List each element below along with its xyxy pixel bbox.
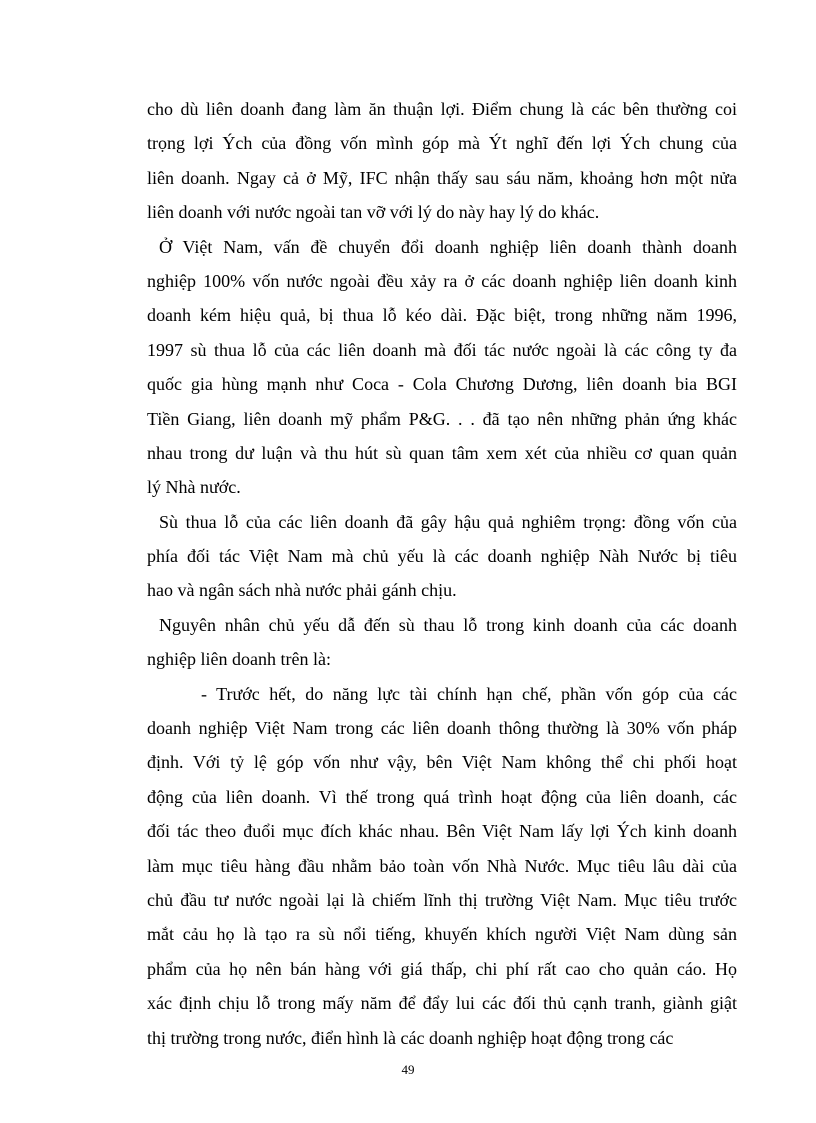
- text-line: hao và ngân sách nhà nước phải gánh chịu.: [147, 580, 457, 601]
- text-line: Ở Việt Nam, vấn đề chuyển đổi doanh nghiệp liên doanh thành doanh: [159, 236, 737, 257]
- text-line: Nguyên nhân chủ yếu dẫ đến sù thau lỗ trong kinh doanh của các doanh: [159, 614, 737, 635]
- page-number: 49: [401, 1062, 415, 1077]
- text-line: định. Với tỷ lệ góp vốn như vậy, bên Việt Nam không thể chi phối hoạt: [147, 752, 737, 773]
- text-line: thị trường trong nước, điển hình là các doanh nghiệp hoạt động trong các: [147, 1027, 674, 1048]
- text-line: nhau trong dư luận và thu hút sù quan tâm xem xét của nhiều cơ quan quản: [147, 442, 737, 463]
- text-line: trọng lợi Ých của đồng vốn mình góp mà Ýt nghĩ đến lợi Ých chung của: [147, 133, 737, 154]
- body-text: [147, 92, 737, 1055]
- text-line: doanh nghiệp Việt Nam trong các liên doanh thông thường là 30% vốn pháp: [147, 718, 737, 739]
- text-line: lý Nhà nước.: [147, 477, 241, 498]
- text-line: xác định chịu lỗ trong mấy năm để đẩy lui các đối thủ cạnh tranh, giành giật: [147, 993, 737, 1014]
- text-line: liên doanh với nước ngoài tan vỡ với lý do này hay lý do khác.: [147, 202, 600, 223]
- text-line: quốc gia hùng mạnh như Coca - Cola Chương Dương, liên doanh bia BGI: [147, 374, 737, 395]
- text-line: liên doanh. Ngay cả ở Mỹ, IFC nhận thấy sau sáu năm, khoảng hơn một nửa: [147, 167, 737, 188]
- text-line: nghiệp 100% vốn nước ngoài đều xảy ra ở các doanh nghiệp liên doanh kinh: [147, 270, 737, 291]
- text-line: động của liên doanh. Vì thế trong quá trình hoạt động của liên doanh, các: [147, 786, 737, 807]
- text-line: phía đối tác Việt Nam mà chủ yếu là các doanh nghiệp Nàh Nước bị tiêu: [147, 546, 737, 567]
- text-line: 1997 sù thua lỗ của các liên doanh mà đối tác nước ngoài là các công ty đa: [147, 339, 737, 360]
- text-line: cho dù liên doanh đang làm ăn thuận lợi. Điểm chung là các bên thường coi: [147, 99, 737, 119]
- text-line: mắt cảu họ là tạo ra sù nổi tiếng, khuyến khích người Việt Nam dùng sản: [147, 924, 737, 945]
- text-line: làm mục tiêu hàng đầu nhằm bảo toàn vốn Nhà Nước. Mục tiêu lâu dài của: [147, 855, 737, 876]
- text-line: Sù thua lỗ của các liên doanh đã gây hậu quả nghiêm trọng: đồng vốn của: [159, 511, 737, 532]
- text-line: phẩm của họ nên bán hàng với giá thấp, chi phí rất cao cho quản cáo. Họ: [147, 958, 737, 979]
- text-line: - Trước hết, do năng lực tài chính hạn chế, phần vốn góp của các: [201, 683, 737, 704]
- text-line: doanh kém hiệu quả, bị thua lỗ kéo dài. Đặc biệt, trong những năm 1996,: [147, 305, 737, 326]
- text-line: Tiền Giang, liên doanh mỹ phẩm P&G. . . đã tạo nên những phản ứng khác: [147, 408, 737, 429]
- text-line: nghiệp liên doanh trên là:: [147, 649, 331, 670]
- text-line: đối tác theo đuổi mục đích khác nhau. Bên Việt Nam lấy lợi Ých kinh doanh: [147, 821, 737, 842]
- text-line: chủ đầu tư nước ngoài lại là chiếm lĩnh thị trường Việt Nam. Mục tiêu trước: [147, 889, 737, 910]
